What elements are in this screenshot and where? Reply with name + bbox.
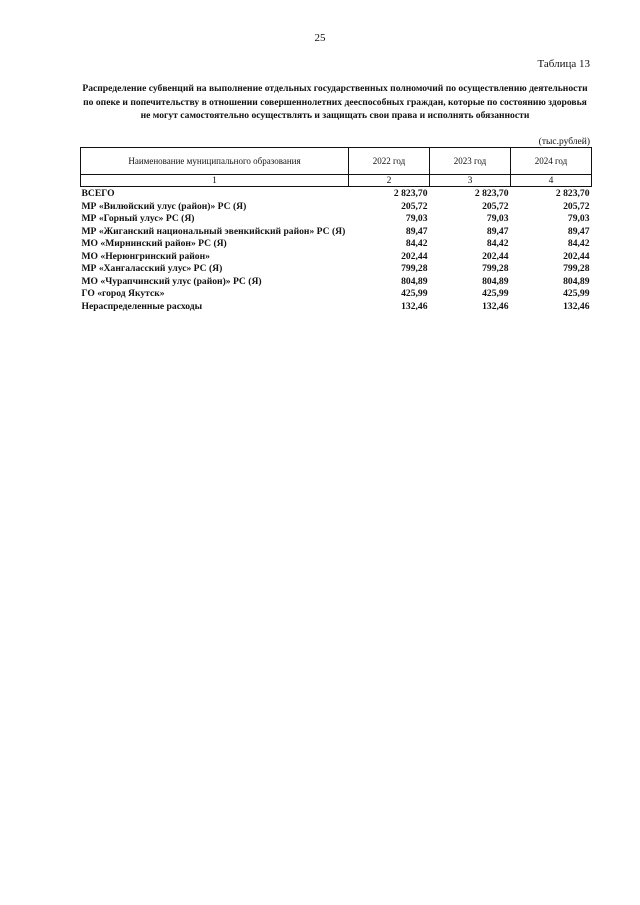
row-name: МР «Горный улус» РС (Я) <box>81 213 195 224</box>
value-2022: 425,99 <box>401 288 428 299</box>
table-row <box>81 288 592 301</box>
column-number: 4 <box>511 175 592 187</box>
value-2022: 2 823,70 <box>393 188 428 199</box>
row-name: ГО «город Якутск» <box>81 288 165 299</box>
value-2023: 2 823,70 <box>474 188 509 199</box>
value-2023: 132,46 <box>482 300 509 312</box>
table-header-row <box>81 148 592 175</box>
value-2023: 202,44 <box>482 250 509 262</box>
page-number: 25 <box>314 32 326 44</box>
value-2024: 205,72 <box>563 200 590 212</box>
header-2023: 2023 год <box>430 148 511 175</box>
table-row <box>81 201 592 214</box>
table-row <box>81 238 592 251</box>
table-row <box>81 213 592 226</box>
value-2023: 205,72 <box>482 200 509 212</box>
document-title: Распределение субвенций на выполнение отдельных государственных полномочий по осуществлению деятельности по опеке и попечительству в отношении совершеннолетних дееспособных граждан, которые по состоянию здоровья не могут самостоятельно осуществлять и защищать свои права и исполнять обязанности <box>82 83 588 121</box>
value-2024: 799,28 <box>563 263 590 274</box>
column-number-row <box>81 175 592 187</box>
header-2024: 2024 год <box>511 148 592 175</box>
value-2024: 425,99 <box>563 288 590 299</box>
value-2023: 799,28 <box>482 263 509 274</box>
value-2022: 84,42 <box>405 238 428 249</box>
value-2024: 804,89 <box>563 275 590 287</box>
table-row <box>81 226 592 239</box>
row-name: МР «Вилюйский улус (район)» РС (Я) <box>81 200 247 212</box>
table-label: Таблица 13 <box>537 58 590 70</box>
value-2023: 89,47 <box>486 225 509 237</box>
value-2022: 205,72 <box>401 200 428 212</box>
value-2022: 132,46 <box>401 300 428 312</box>
value-2024: 2 823,70 <box>555 188 590 199</box>
value-2024: 89,47 <box>567 225 590 237</box>
value-2022: 202,44 <box>401 250 428 262</box>
header-2022: 2022 год <box>349 148 430 175</box>
column-number: 1 <box>81 175 349 187</box>
column-number: 3 <box>430 175 511 187</box>
value-2023: 425,99 <box>482 288 509 299</box>
table-body <box>81 187 592 314</box>
row-name: Нераспределенные расходы <box>81 300 203 312</box>
table-row <box>81 263 592 276</box>
value-2024: 132,46 <box>563 300 590 312</box>
table-row <box>81 301 592 314</box>
table-row <box>81 187 592 201</box>
value-2024: 202,44 <box>563 250 590 262</box>
value-2022: 79,03 <box>405 213 428 224</box>
value-2023: 804,89 <box>482 275 509 287</box>
value-2024: 79,03 <box>567 213 590 224</box>
row-name: МО «Чурапчинский улус (район)» РС (Я) <box>81 275 262 287</box>
subsidies-table <box>80 147 592 313</box>
header-name: Наименование муниципального образования <box>81 148 349 175</box>
column-number: 2 <box>349 175 430 187</box>
row-name: МР «Хангаласский улус» РС (Я) <box>81 263 223 274</box>
row-name: МО «Нерюнгринский район» <box>81 250 210 262</box>
row-name: МР «Жиганский национальный эвенкийский район» РС (Я) <box>81 225 346 237</box>
table-row <box>81 276 592 289</box>
value-2023: 84,42 <box>486 238 509 249</box>
row-name: МО «Мирнинский район» РС (Я) <box>81 238 227 249</box>
unit-label: (тыс.рублей) <box>538 137 590 147</box>
value-2022: 799,28 <box>401 263 428 274</box>
value-2024: 84,42 <box>567 238 590 249</box>
value-2023: 79,03 <box>486 213 509 224</box>
value-2022: 804,89 <box>401 275 428 287</box>
value-2022: 89,47 <box>405 225 428 237</box>
table-row <box>81 251 592 264</box>
row-name: ВСЕГО <box>81 188 115 199</box>
